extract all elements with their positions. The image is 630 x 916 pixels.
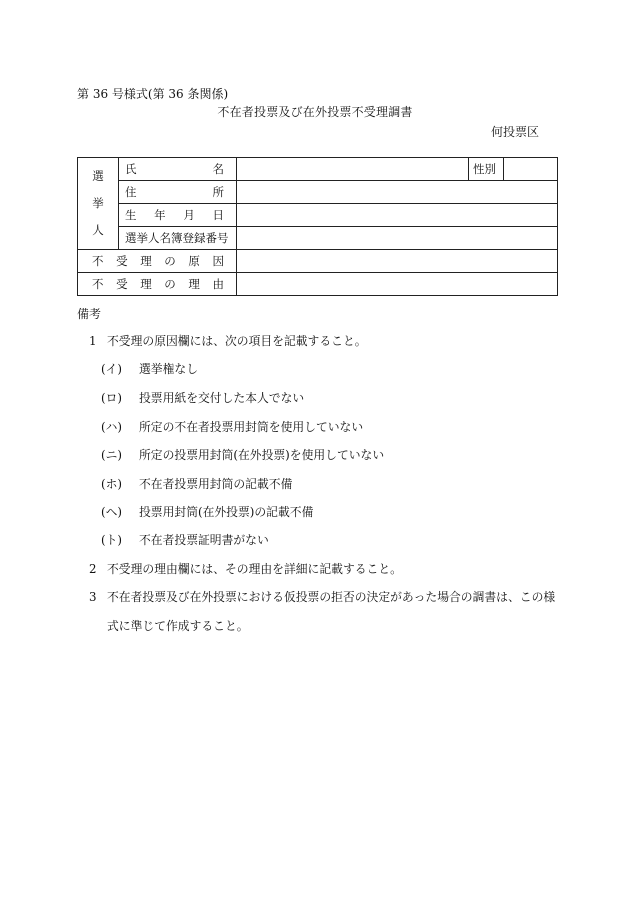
notes-heading: 備考 [77,307,102,321]
sub-item [101,475,292,492]
note-number: 1 [89,334,97,348]
birthdate-label [119,204,237,227]
note-number: 3 [89,590,97,604]
sub-item-mark: (イ) [101,362,123,376]
label-char: 不 [92,254,104,268]
label-char: 由 [212,277,224,291]
registry-field[interactable] [237,227,558,250]
voter-label-char: 人 [92,223,104,237]
row-birthdate [78,204,558,227]
voter-label-char: 挙 [92,196,104,210]
note-number: 2 [89,562,97,576]
label-char: 理 [140,277,152,291]
form-number: 第 36 号様式(第 36 条関係) [77,87,229,101]
sub-item-mark: (ヘ) [101,505,123,519]
label-char: 因 [212,254,224,268]
address-label [119,181,237,204]
sub-item [101,418,363,435]
voter-label-char: 選 [92,169,104,183]
rejection-form-table [77,157,558,296]
voting-district: 何投票区 [490,125,539,139]
note-text: 不在者投票及び在外投票における仮投票の拒否の決定があった場合の調書は、この様 [107,590,556,604]
voter-label-cell [78,158,119,250]
sub-item-text: 投票用紙を交付した本人でない [139,391,305,405]
sub-item [101,446,384,463]
gender-field[interactable] [504,158,558,181]
sub-item-text: 不在者投票用封筒の記載不備 [139,477,293,491]
sub-item-mark: (ニ) [101,448,123,462]
label-char: 理 [140,254,152,268]
name-label [119,158,237,181]
sub-item-mark: (ロ) [101,391,123,405]
label-char: 生 [125,208,137,222]
note-continuation: 式に準じて作成すること。 [107,619,249,633]
label-char: 不 [92,277,104,291]
reason-label [78,273,237,296]
cause-field[interactable] [237,250,558,273]
note-text: 不受理の理由欄には、その理由を詳細に記載すること。 [107,562,402,576]
address-field[interactable] [237,181,558,204]
label-char: 月 [183,208,195,222]
label-char: 住 [125,185,137,199]
note-item [89,560,402,577]
row-address [78,181,558,204]
label-char: の [164,277,176,291]
label-char: 理 [188,277,200,291]
label-char: 日 [212,208,224,222]
label-char: 原 [188,254,200,268]
label-char: 氏 [125,162,137,176]
registry-label: 選挙人名簿登録番号 [119,227,237,250]
row-registry [78,227,558,250]
sub-item-mark: (ハ) [101,420,123,434]
sub-item [101,389,304,406]
cause-label [78,250,237,273]
document-title: 不在者投票及び在外投票不受理調書 [217,105,413,119]
row-name [78,158,558,181]
sub-item-text: 不在者投票証明書がない [139,533,269,547]
reason-field[interactable] [237,273,558,296]
note-item [89,332,367,349]
sub-item-text: 投票用封筒(在外投票)の記載不備 [139,505,314,519]
sub-item [101,531,269,548]
label-char: 受 [116,254,128,268]
sub-item-mark: (ト) [101,533,123,547]
label-char: 名 [212,162,224,176]
sub-item-text: 所定の投票用封筒(在外投票)を使用していない [139,448,385,462]
row-reason [78,273,558,296]
sub-item [101,360,198,377]
label-char: 所 [212,185,224,199]
label-char: 年 [154,208,166,222]
birthdate-field[interactable] [237,204,558,227]
note-text: 不受理の原因欄には、次の項目を記載すること。 [107,334,367,348]
gender-label: 性別 [469,158,504,181]
name-field[interactable] [237,158,469,181]
sub-item-text: 選挙権なし [139,362,198,376]
sub-item [101,503,313,520]
label-char: の [164,254,176,268]
row-cause [78,250,558,273]
sub-item-text: 所定の不在者投票用封筒を使用していない [139,420,364,434]
label-char: 受 [116,277,128,291]
sub-item-mark: (ホ) [101,477,123,491]
note-item [89,588,555,605]
